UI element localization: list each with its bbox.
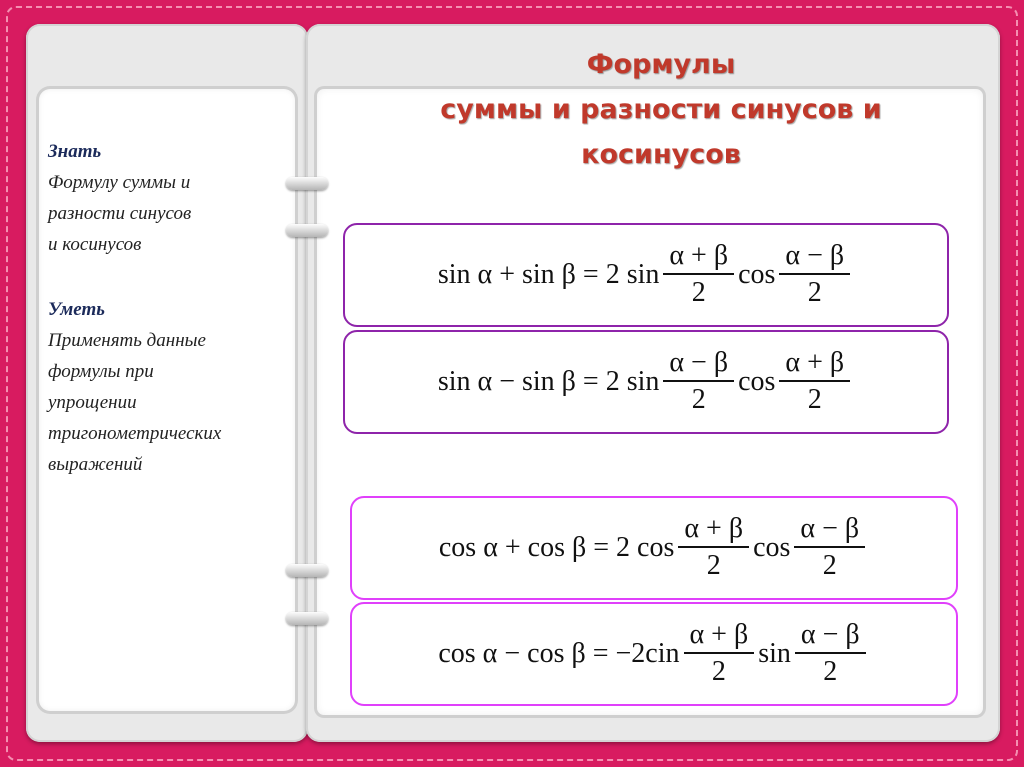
formula-cos-sum [350,496,958,600]
formula-function: cos [738,366,776,397]
fraction-numerator: α − β [785,240,845,271]
fraction-numerator: α − β [800,513,860,544]
formula-function: sin [758,638,791,669]
title-line: Формулы [586,49,736,80]
can-text-line: Применять данные [48,330,206,351]
title-line: суммы и разности синусов и [440,94,882,125]
formula-function: cos [738,259,776,290]
fraction-numerator: α + β [669,240,729,271]
binder-ring [286,564,328,577]
know-text-line: Формулу суммы и [48,172,191,193]
fraction-denominator: 2 [691,277,706,308]
formula-cos-difference [350,602,958,706]
formula-sin-difference [343,330,949,434]
fraction-denominator: 2 [711,656,726,687]
can-text-line: упрощении [48,392,137,413]
sidebar-objectives [48,136,296,480]
fraction-denominator: 2 [706,550,721,581]
formula-lhs: sin α + sin β = 2 sin [437,259,660,290]
fraction [663,239,734,311]
fraction-denominator: 2 [807,384,822,415]
fraction-denominator: 2 [807,277,822,308]
title-line: косинусов [581,139,741,170]
fraction-numerator: α − β [800,619,860,650]
can-heading: Уметь [48,299,105,320]
fraction [794,512,865,584]
know-text-line: разности синусов [48,203,192,224]
formula-function: cos [753,532,791,563]
fraction-numerator: α + β [689,619,749,650]
fraction-denominator: 2 [691,384,706,415]
fraction-numerator: α + β [785,347,845,378]
fraction [684,618,755,690]
fraction-numerator: α − β [669,347,729,378]
fraction [663,346,734,418]
fraction-numerator: α + β [684,513,744,544]
can-text-line: выражений [48,454,143,475]
binder-ring [286,612,328,625]
can-text-line: формулы при [48,361,154,382]
know-text-line: и косинусов [48,234,142,255]
formula-sin-sum [343,223,949,327]
know-heading: Знать [48,141,102,162]
formula-lhs: cos α + cos β = 2 cos [438,532,675,563]
fraction-denominator: 2 [823,656,838,687]
formula-lhs: sin α − sin β = 2 sin [437,366,660,397]
formula-lhs: cos α − cos β = −2cin [438,638,680,669]
fraction [678,512,749,584]
fraction [779,346,850,418]
fraction [779,239,850,311]
fraction [795,618,866,690]
can-text-line: тригонометрических [48,423,222,444]
fraction-denominator: 2 [822,550,837,581]
page-title [314,42,1008,177]
